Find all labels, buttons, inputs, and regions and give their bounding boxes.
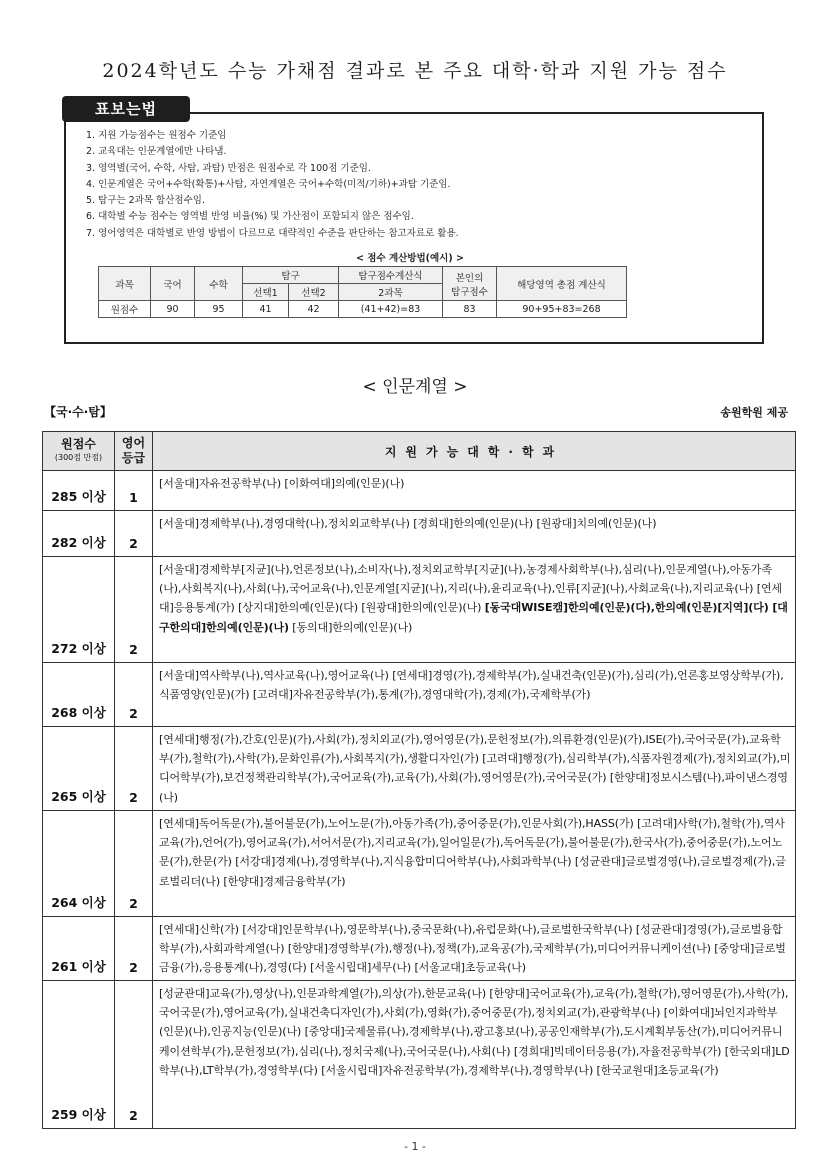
english-grade-cell: 2 (115, 981, 153, 1129)
table-row (43, 511, 796, 557)
table-row (43, 663, 796, 727)
universities-cell (153, 917, 796, 981)
english-grade-cell: 2 (115, 557, 153, 663)
universities-cell (153, 727, 796, 811)
header-score-label: 원점수 (61, 437, 96, 451)
calc-header-elective1: 선택1 (243, 284, 289, 301)
page-number: - 1 - (404, 1140, 426, 1153)
calc-header-two-subjects: 2과목 (339, 284, 443, 301)
english-grade-cell: 2 (115, 511, 153, 557)
page-title: 2024학년도 수능 가채점 결과로 본 주요 대학·학과 지원 가능 점수 (102, 60, 728, 82)
calc-my-score: 83 (443, 301, 497, 318)
calc-elective1: 41 (243, 301, 289, 318)
score-cell: 282 이상 (43, 511, 115, 557)
section-title: < 인문계열 > (362, 377, 468, 397)
english-grade-cell: 1 (115, 471, 153, 511)
calc-total-formula: 90+95+83=268 (497, 301, 627, 318)
university-list-text: [서울대]경제학부(나),경영대학(나),정치외교학부(나) [경희대]한의예(인문)(나) [원광대]치의예(인문)(나) (159, 517, 657, 530)
university-list-text: [동의대]한의예(인문)(나) (288, 620, 413, 634)
header-score-sub: (300점 만점) (54, 453, 103, 462)
calc-header-my-score-line2: 탐구점수 (451, 286, 488, 298)
table-row (43, 727, 796, 811)
score-cell: 268 이상 (43, 663, 115, 727)
table-row (43, 917, 796, 981)
calc-example-table (98, 266, 627, 318)
english-grade-cell: 2 (115, 811, 153, 917)
calc-header-my-score-line1: 본인의 (455, 272, 484, 284)
legend-tab-title: 표보는법 (62, 96, 190, 122)
english-grade-cell: 2 (115, 917, 153, 981)
header-english-grade (115, 432, 153, 471)
legend-item: 4. 인문계열은 국어+수학(확통)+사탐, 자연계열은 국어+수학(미적/기하)+과탐 기준임. (86, 178, 451, 190)
calc-inquiry-formula: (41+42)=83 (339, 301, 443, 318)
score-cell: 259 이상 (43, 981, 115, 1129)
university-list-text: [서울대]자유전공학부(나) [이화여대]의예(인문)(나) (159, 477, 405, 490)
subject-label: 【국·수·탐】 (44, 405, 112, 419)
score-cell: 272 이상 (43, 557, 115, 663)
english-grade-cell: 2 (115, 727, 153, 811)
calc-example-title: < 점수 계산방법(예시) > (356, 253, 464, 264)
score-cell: 285 이상 (43, 471, 115, 511)
universities-cell (153, 811, 796, 917)
provider-credit: 송원학원 제공 (720, 406, 788, 419)
legend-item: 3. 영역별(국어, 수학, 사탐, 과탐) 만점은 원점수로 각 100점 기준임. (86, 162, 371, 174)
calc-header-inquiry: 탐구 (243, 267, 339, 284)
university-list-text: [연세대]행정(가),간호(인문)(가),사회(가),정치외교(가),영어영문(가),문헌정보(가),의류환경(인문)(가),ISE(가),국어국문(가),교육학부(가),철학(가),사학(가),문화인류(가),사회복지(가),생활디자인(가) [고려대]행정(가),심리학부(가),식품자원경제(가),정치외교(가),미디어학부(가),보건정책관리학부(가),국어교육(가),교육(가),사회(가),영어영문(가),국어국문(가) [한양대]정보시스템(나),파이낸스경영(나) (159, 733, 791, 804)
score-cell: 264 이상 (43, 811, 115, 917)
university-list-text: [서울대]역사학부(나),역사교육(나),영어교육(나) [연세대]경영(가),경제학부(가),실내건축(인문)(가),심리(가),언론홍보영상학부(가),식품영양(인문)(가) [고려대]자유전공학부(가),통계(가),경영대학(가),경제(가),국제학부(가) (159, 669, 784, 702)
universities-cell (153, 557, 796, 663)
legend-item: 7. 영어영역은 대학별로 반영 방법이 다르므로 대략적인 수준을 판단하는 참고자료로 활용. (86, 227, 459, 239)
university-list-text: [연세대]독어독문(가),불어불문(가),노어노문(가),아동가족(가),중어중문(가),인문사회(가),HASS(가) [고려대]사학(가),철학(가),역사교육(가),언어(가),영어교육(가),서어서문(가),지리교육(가),일어일문(가),독어독문(가),불어불문(가),한국사(가),중어중문(가),노어노문(가),한문(가) [서강대]경제(나),경영학부(나),지식융합미디어학부(나),사회과학부(나) [성균관대]글로벌경영(나),글로벌경제(가),글로벌리더(나) [한양대]경제금융학부(가) (159, 817, 786, 888)
header-grade-line2: 등급 (121, 451, 146, 465)
table-body (43, 471, 796, 1129)
university-list-text: [연세대]신학(가) [서강대]인문학부(나),영문학부(나),중국문화(나),유럽문화(나),글로벌한국학부(나) [성균관대]경영(가),글로벌융합학부(가),사회과학계열(나) [한양대]경영학부(가),행정(나),정책(가),교육공(가),국제학부(가),미디어커뮤니케이션(나) [중앙대]글로벌금융(가),응용통계(나),경영(다) [서울시립대]세무(나) [서울교대]초등교육(나) (159, 923, 786, 975)
score-cell: 265 이상 (43, 727, 115, 811)
header-score (43, 432, 115, 471)
universities-cell (153, 981, 796, 1129)
score-cell: 261 이상 (43, 917, 115, 981)
university-list-text: [서울대]경제학부[지균](나),언론정보(나),소비자(나),정치외교학부[지균](나),농경제사회학부(나),심리(나),인문계열(나),아동가족(나),사회복지(나),사회(나),국어교육(나),인문계열[지균](나),지리(나),윤리교육(나),인류[지균](나),사회교육(나),지리교육(나) [연세대]응용통계(가) [상지대]한의예(인문)(다) [원광대]한의예(인문)(나) (159, 563, 782, 615)
calc-elective2: 42 (289, 301, 339, 318)
universities-cell (153, 471, 796, 511)
universities-cell (153, 511, 796, 557)
legend-item: 2. 교육대는 인문계열에만 나타냄. (86, 146, 227, 158)
table-row (43, 981, 796, 1129)
table-row (43, 557, 796, 663)
calc-row-label: 원점수 (99, 301, 151, 318)
legend-item: 5. 탐구는 2과목 합산점수임. (86, 195, 205, 207)
admission-score-table (42, 431, 796, 1129)
header-universities: 지원가능대학·학과 (153, 432, 796, 471)
calc-header-korean: 국어 (151, 267, 195, 301)
calc-math: 95 (195, 301, 243, 318)
calc-korean: 90 (151, 301, 195, 318)
university-list-emphasis: [동국대WISE캠]한의예(인문)(다),한의예(인문)[지역](다) [대구한의대]한의예(인문)(나) (159, 601, 788, 634)
english-grade-cell: 2 (115, 663, 153, 727)
calc-header-total: 해당영역 총점 계산식 (497, 267, 627, 301)
calc-header-my-score (443, 267, 497, 301)
legend-list (86, 128, 459, 242)
universities-cell (153, 663, 796, 727)
table-row (43, 471, 796, 511)
calc-header-elective2: 선택2 (289, 284, 339, 301)
calc-header-inquiry-calc: 탐구점수계산식 (339, 267, 443, 284)
legend-item: 6. 대학별 수능 점수는 영역별 반영 비율(%) 및 가산점이 포함되지 않은 점수임. (86, 211, 414, 223)
legend-item: 1. 지원 가능점수는 원점수 기준임 (86, 130, 227, 141)
calc-header-math: 수학 (195, 267, 243, 301)
header-grade-line1: 영어 (121, 436, 146, 450)
calc-header-subject: 과목 (99, 267, 151, 301)
table-row (43, 811, 796, 917)
university-list-text: [성균관대]교육(가),영상(나),인문과학계열(가),의상(가),한문교육(나) [한양대]국어교육(가),교육(가),철학(가),영어영문(가),사학(가),국어국문(가),영어교육(가),실내건축디자인(가),사회(가),영화(가),중어중문(가),정치외교(가),관광학부(나) [이화여대]뇌인지과학부(인문)(나),인공지능(인문)(나) [중앙대]국제물류(나),경제학부(나),광고홍보(나),공공인재학부(가),도시계획부동산(가),미디어커뮤니케이션학부(가),문헌정보(가),심리(나),정치국제(나),국어국문(나),사회(나) [경희대]빅데이터응용(가),자율전공학부(가) [한국외대]LD학부(나),LT학부(가),경영학부(다) [서울시립대]자유전공학부(가),경제학부(나),경영학부(나) [한국교원대]초등교육(가) (159, 987, 790, 1077)
